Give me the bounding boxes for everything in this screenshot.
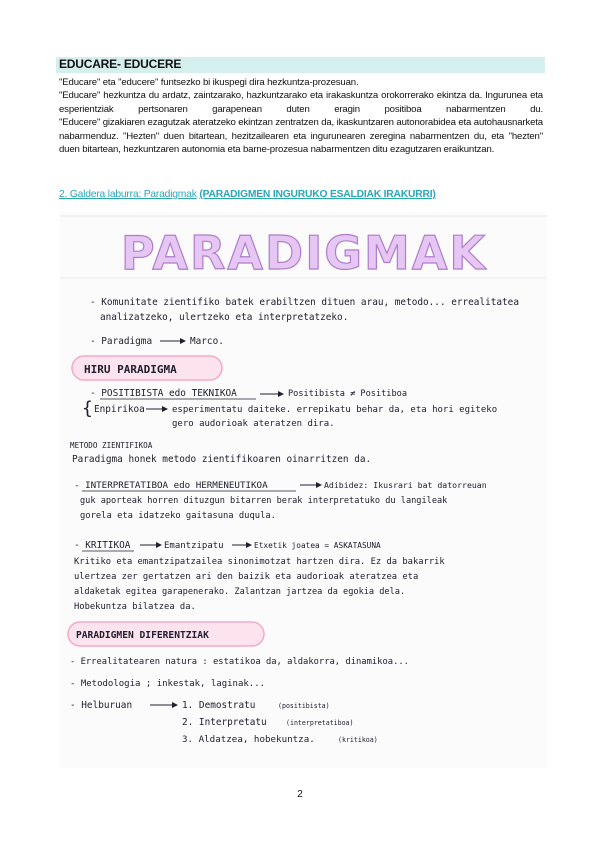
goal-1-note: (positibista) xyxy=(278,702,330,710)
handwritten-notes-image xyxy=(60,212,547,768)
goal-2: 2. Interpretatu xyxy=(182,717,267,728)
diferentziak-title: PARADIGMEN DIFERENTZIAK xyxy=(76,630,209,641)
positibista-note: Positibista ≠ Positiboa xyxy=(288,389,407,399)
section-heading: EDUCARE- EDUCERE xyxy=(59,57,182,71)
enpirikoa-label: Enpirikoa xyxy=(94,404,145,415)
paragraph-3: "Educere" gizakiaren ezagutzak ateratzeko ekintzan zentratzen da, ikaskuntzaren autonorabidea eta autohausnarketa nabarmenduz. "Hezten" duen bitartean, hezitzailearen eta ingurunearen zeregina nabarmentzen du, eta "hezten" duen bitartean, hezkuntzaren autonomia eta barne-prozesua nabarmentzen ditu ezagutzaren eraikuntzan. xyxy=(59,117,543,155)
goal-1: 1. Demostratu xyxy=(182,700,256,711)
kritikoa-emantzipatu: Emantzipatu xyxy=(164,541,224,551)
question-instruction[interactable]: (PARADIGMEN INGURUKO ESALDIAK IRAKURRI) xyxy=(199,189,436,200)
diferentzia-1: - Errealitatearen natura : estatikoa da, aldakorra, dinamikoa... xyxy=(70,657,409,667)
paragraph-2: "Educare" hezkuntza du ardatz, zaintzarako, hazkuntzarako eta irakaskuntza orokorrerako ekintza da. Ingurunea eta esperientziak pertsonaren garapenean duten eragin positiboa nabarmentzen du. xyxy=(59,90,543,115)
page-number: 2 xyxy=(297,789,303,800)
kritikoa-text-2: ulertzea zer gertatzen ari den baizik eta audorioak ateratzea eta xyxy=(74,572,419,582)
question-label[interactable]: 2. Galdera laburra: Paradigmak xyxy=(59,189,197,200)
diferentzia-3: - Helburuan xyxy=(70,700,133,711)
kritikoa-heading: - KRITIKOA xyxy=(74,540,131,551)
svg-text:{: { xyxy=(82,398,93,419)
arrow-head-icon xyxy=(180,338,186,344)
interpretatiboa-text-1: guk aporteak horren dituzgun bitarren berak interpretatuko du langileak xyxy=(80,496,448,506)
metodo-label: METODO ZIENTIFIKOA xyxy=(70,441,153,450)
notes-title: PARADIGMAK xyxy=(120,226,488,280)
interpretatiboa-text-2: gorela eta idatzeko gaitasuna duqula. xyxy=(80,511,276,521)
interpretatiboa-note: Adibidez: Ikusrari bat datorreuan xyxy=(324,480,487,490)
question-line xyxy=(59,189,436,200)
positibista-heading: - POSITIBISTA edo TEKNIKOA xyxy=(90,388,237,399)
notes-marco: Marco. xyxy=(190,336,224,347)
hiru-paradigma-title: HIRU PARADIGMA xyxy=(84,363,177,376)
goal-2-note: (interpretatiboa) xyxy=(286,719,354,727)
goal-3: 3. Aldatzea, hobekuntza. xyxy=(182,734,315,745)
notes-intro-line-2: analizatzeko, ulertzeko eta interpretatzeko. xyxy=(100,312,349,323)
kritikoa-text-1: Kritiko eta emantzipatzailea sinonimotzat hartzen dira. Ez da bakarrik xyxy=(74,557,445,567)
paragraph-1: "Educare" eta "educere" funtsezko bi ikuspegi dira hezkuntza-prozesuan. xyxy=(59,77,359,88)
notes-paradigma: - Paradigma xyxy=(90,336,153,347)
metodo-text: Paradigma honek metodo zientifikoaren oinarritzen da. xyxy=(72,454,372,465)
notes-intro-line-1: - Komunitate zientifiko batek erabiltzen dituen arau, metodo... errealitatea xyxy=(90,297,519,308)
interpretatiboa-heading: - INTERPRETATIBOA edo HERMENEUTIKOA xyxy=(74,480,268,491)
kritikoa-text-3: aldaketak egitea garapenerako. Zalantzan jartzea da egokia dela. xyxy=(74,587,406,597)
enpirikoa-text-1: esperimentatu daiteke. errepikatu behar da, eta hori egiteko xyxy=(172,405,498,415)
kritikoa-askatasuna: Etxetik joatea = ASKATASUNA xyxy=(254,541,381,550)
goal-3-note: (kritikoa) xyxy=(338,736,378,744)
enpirikoa-text-2: gero audorioak ateratzen dira. xyxy=(172,419,335,429)
diferentzia-2: - Metodologia ; inkestak, laginak... xyxy=(70,679,266,689)
kritikoa-text-4: Hobekuntza bilatzea da. xyxy=(74,602,196,612)
